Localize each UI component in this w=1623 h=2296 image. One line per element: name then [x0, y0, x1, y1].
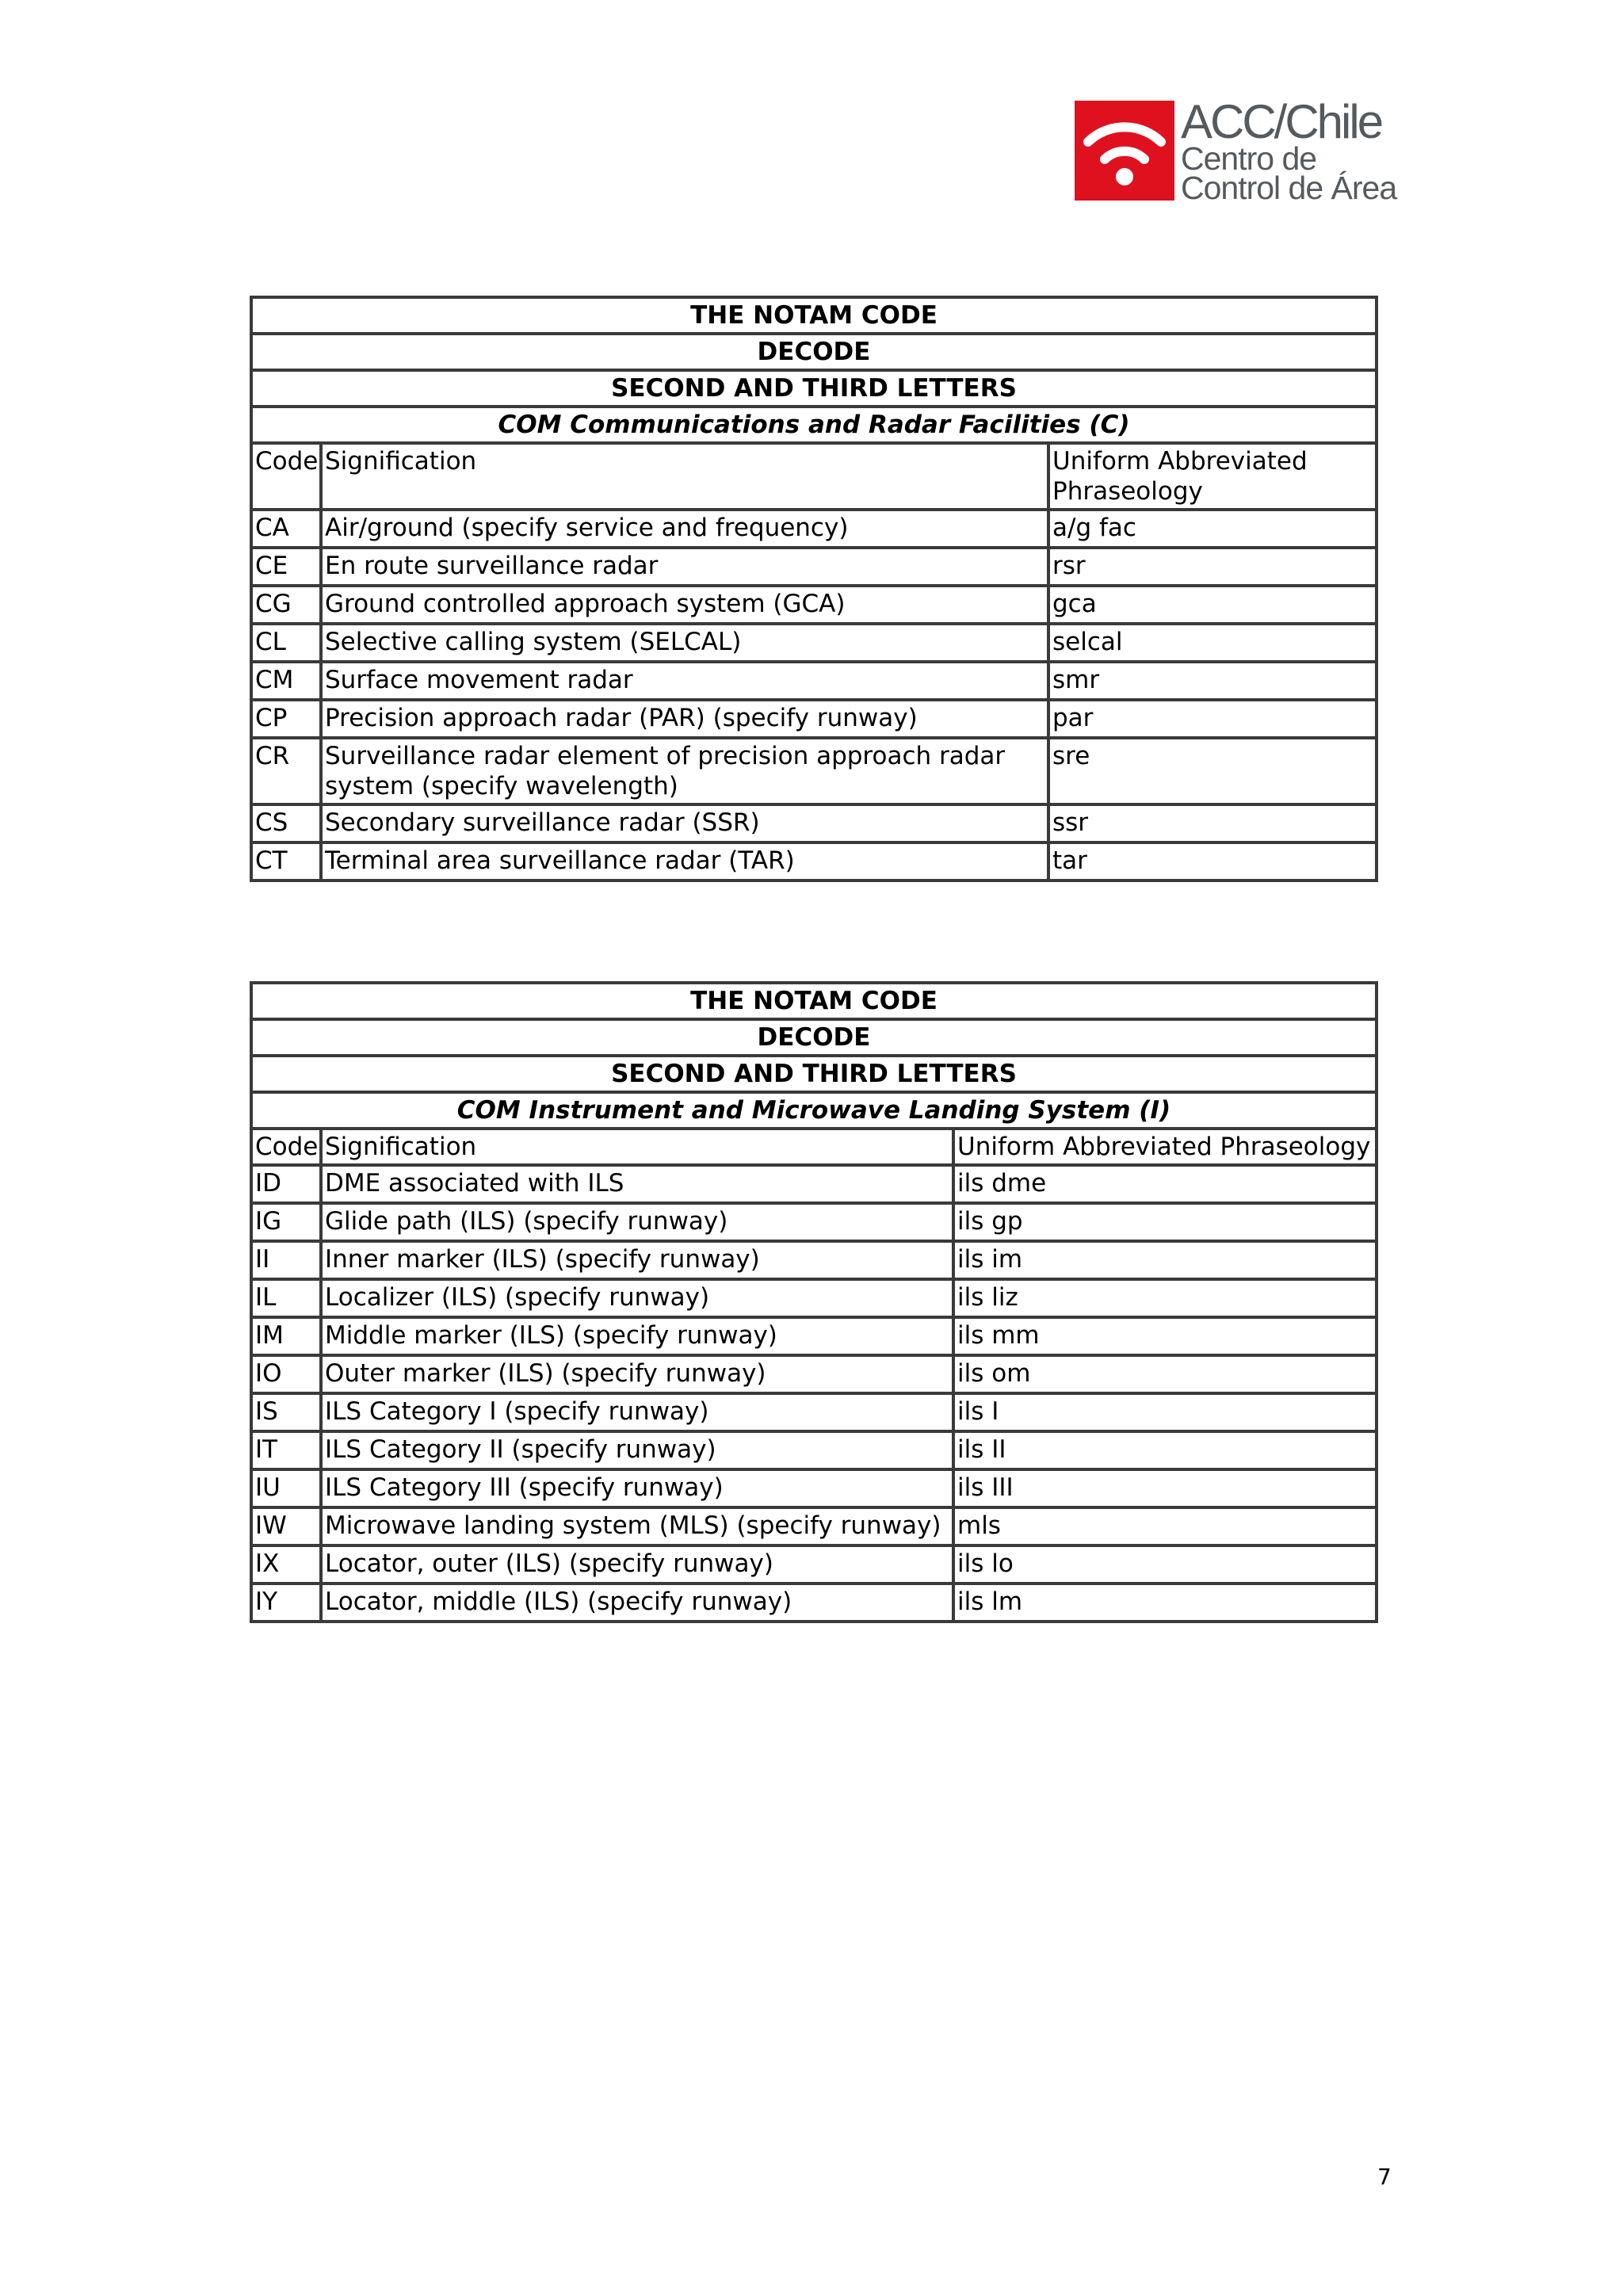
cell-signification: Secondary surveillance radar (SSR): [321, 804, 1048, 842]
table-row: [251, 1317, 1377, 1355]
cell-signification: En route surveillance radar: [321, 548, 1048, 586]
table-letters-heading: SECOND AND THIRD LETTERS: [251, 1056, 1377, 1092]
cell-phraseology: ils dme: [953, 1165, 1377, 1203]
table-title: THE NOTAM CODE: [251, 983, 1377, 1019]
cell-code: IY: [251, 1584, 321, 1622]
cell-code: II: [251, 1241, 321, 1279]
logo-subtitle-line2: Control de Área: [1181, 170, 1397, 206]
cell-phraseology: ils I: [953, 1393, 1377, 1431]
table-row: [251, 1584, 1377, 1622]
cell-phraseology: ils gp: [953, 1203, 1377, 1241]
table-row: [251, 1507, 1377, 1545]
cell-signification: ILS Category I (specify runway): [321, 1393, 953, 1431]
notam-table-com-ils: [250, 981, 1378, 1623]
cell-code: CT: [251, 842, 321, 881]
column-header-code: Code: [251, 1129, 321, 1165]
table-title: THE NOTAM CODE: [251, 297, 1377, 334]
table-row: [251, 1431, 1377, 1469]
table-section-heading: COM Communications and Radar Facilities (C): [251, 407, 1377, 443]
cell-phraseology: ils lo: [953, 1545, 1377, 1584]
cell-code: CA: [251, 510, 321, 548]
table-row: [251, 1165, 1377, 1203]
table-row: [251, 1545, 1377, 1584]
cell-signification: Surface movement radar: [321, 662, 1048, 700]
table-row: [251, 700, 1377, 738]
cell-signification: ILS Category II (specify runway): [321, 1431, 953, 1469]
cell-code: CE: [251, 548, 321, 586]
cell-signification: DME associated with ILS: [321, 1165, 953, 1203]
cell-signification: Locator, outer (ILS) (specify runway): [321, 1545, 953, 1584]
cell-code: IT: [251, 1431, 321, 1469]
column-header-phraseology: Uniform Abbreviated Phraseology: [1048, 443, 1377, 510]
table-row: [251, 586, 1377, 624]
table-row: [251, 1355, 1377, 1393]
cell-phraseology: selcal: [1048, 624, 1377, 662]
cell-signification: ILS Category III (specify runway): [321, 1469, 953, 1507]
table-decode-heading: DECODE: [251, 1019, 1377, 1056]
cell-phraseology: ils mm: [953, 1317, 1377, 1355]
cell-signification: Middle marker (ILS) (specify runway): [321, 1317, 953, 1355]
cell-phraseology: smr: [1048, 662, 1377, 700]
cell-signification: Glide path (ILS) (specify runway): [321, 1203, 953, 1241]
acc-chile-logo: [1075, 95, 1397, 206]
column-header-code: Code: [251, 443, 321, 510]
cell-signification: Microwave landing system (MLS) (specify runway): [321, 1507, 953, 1545]
cell-code: IS: [251, 1393, 321, 1431]
cell-phraseology: ssr: [1048, 804, 1377, 842]
cell-signification: Surveillance radar element of precision approach radar system (specify wavelength): [321, 738, 1048, 804]
cell-code: CP: [251, 700, 321, 738]
cell-phraseology: sre: [1048, 738, 1377, 804]
table-row: [251, 1203, 1377, 1241]
cell-signification: Inner marker (ILS) (specify runway): [321, 1241, 953, 1279]
table-row: [251, 510, 1377, 548]
cell-phraseology: tar: [1048, 842, 1377, 881]
table-row: [251, 548, 1377, 586]
cell-code: IO: [251, 1355, 321, 1393]
cell-signification: Ground controlled approach system (GCA): [321, 586, 1048, 624]
cell-phraseology: ils III: [953, 1469, 1377, 1507]
wifi-signal-icon: [1075, 101, 1174, 201]
column-header-row: [251, 1129, 1377, 1165]
cell-code: IU: [251, 1469, 321, 1507]
cell-signification: Locator, middle (ILS) (specify runway): [321, 1584, 953, 1622]
cell-phraseology: ils liz: [953, 1279, 1377, 1317]
cell-phraseology: rsr: [1048, 548, 1377, 586]
cell-signification: Outer marker (ILS) (specify runway): [321, 1355, 953, 1393]
cell-code: CR: [251, 738, 321, 804]
notam-table-com-radar: [250, 296, 1378, 882]
cell-code: IG: [251, 1203, 321, 1241]
cell-code: CL: [251, 624, 321, 662]
cell-signification: Localizer (ILS) (specify runway): [321, 1279, 953, 1317]
page-number: 7: [1377, 2164, 1392, 2190]
cell-phraseology: mls: [953, 1507, 1377, 1545]
cell-code: CG: [251, 586, 321, 624]
table-row: [251, 1241, 1377, 1279]
cell-signification: Precision approach radar (PAR) (specify runway): [321, 700, 1048, 738]
table-letters-heading: SECOND AND THIRD LETTERS: [251, 370, 1377, 407]
column-header-signification: Signification: [321, 443, 1048, 510]
cell-phraseology: ils II: [953, 1431, 1377, 1469]
table-decode-heading: DECODE: [251, 334, 1377, 370]
cell-code: CM: [251, 662, 321, 700]
cell-phraseology: par: [1048, 700, 1377, 738]
table-row: [251, 1469, 1377, 1507]
logo-name: ACC/Chile: [1181, 95, 1382, 148]
cell-phraseology: gca: [1048, 586, 1377, 624]
cell-code: IL: [251, 1279, 321, 1317]
cell-phraseology: a/g fac: [1048, 510, 1377, 548]
cell-phraseology: ils lm: [953, 1584, 1377, 1622]
column-header-signification: Signification: [321, 1129, 953, 1165]
table-row: [251, 662, 1377, 700]
cell-phraseology: ils om: [953, 1355, 1377, 1393]
cell-code: IW: [251, 1507, 321, 1545]
table-row: [251, 1393, 1377, 1431]
table-row: [251, 804, 1377, 842]
cell-code: IM: [251, 1317, 321, 1355]
cell-signification: Terminal area surveillance radar (TAR): [321, 842, 1048, 881]
table-row: [251, 842, 1377, 881]
table-row: [251, 1279, 1377, 1317]
table-row: [251, 738, 1377, 804]
column-header-phraseology: Uniform Abbreviated Phraseology: [953, 1129, 1377, 1165]
column-header-row: [251, 443, 1377, 510]
cell-code: ID: [251, 1165, 321, 1203]
cell-code: CS: [251, 804, 321, 842]
cell-phraseology: ils im: [953, 1241, 1377, 1279]
table-section-heading: COM Instrument and Microwave Landing System (I): [251, 1092, 1377, 1129]
table-row: [251, 624, 1377, 662]
cell-code: IX: [251, 1545, 321, 1584]
logo-subtitle-line1: Centro de: [1181, 140, 1317, 177]
cell-signification: Selective calling system (SELCAL): [321, 624, 1048, 662]
cell-signification: Air/ground (specify service and frequency): [321, 510, 1048, 548]
